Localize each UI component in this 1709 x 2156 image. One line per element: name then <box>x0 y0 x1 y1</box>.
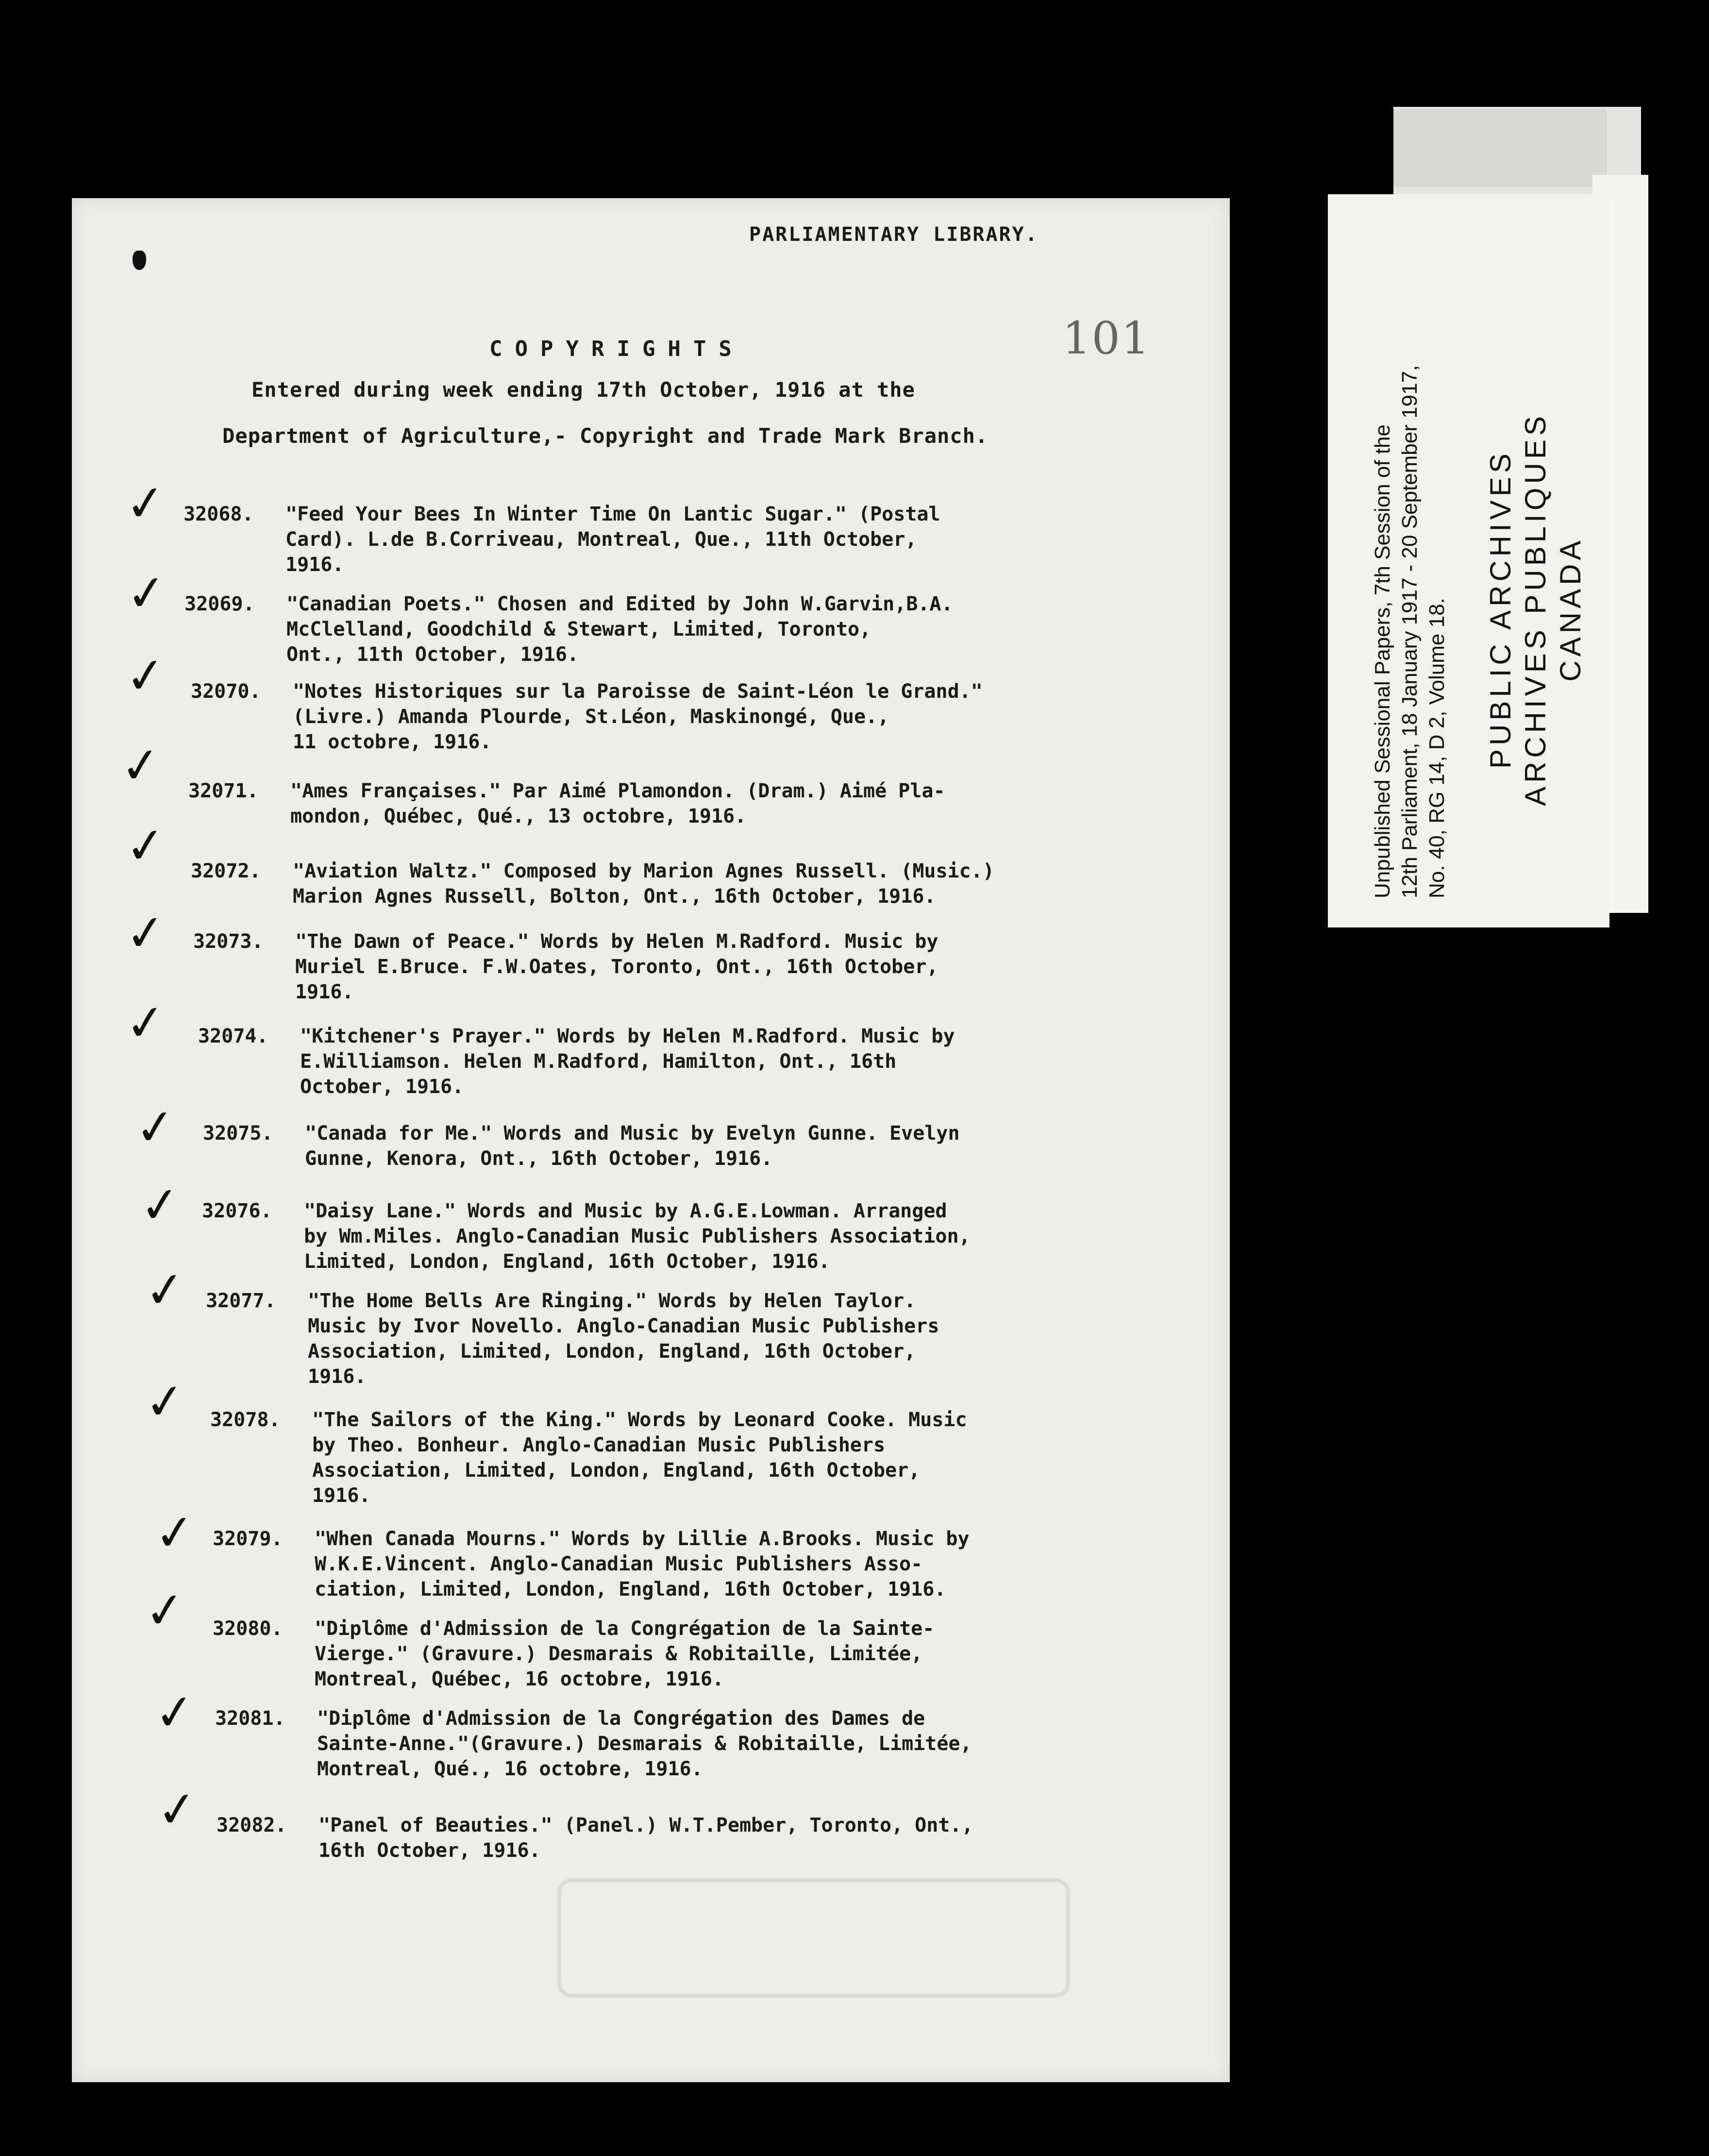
copyright-entry <box>217 1813 973 1863</box>
copyright-entry <box>188 778 945 829</box>
entry-text-line: "Canadian Poets." Chosen and Edited by John W.Garvin,B.A. <box>286 593 953 615</box>
document-page <box>72 198 1230 2082</box>
sessional-line: Unpublished Sessional Papers, 7th Session of the <box>1371 424 1394 898</box>
entry-number: 32082. <box>217 1814 287 1836</box>
checkmark-icon: ✓ <box>151 1502 198 1564</box>
entry-text-line: Sainte-Anne."(Gravure.) Desmarais & Robitaille, Limitée, <box>317 1733 972 1755</box>
entry-number: 32074. <box>198 1025 268 1047</box>
document-title: COPYRIGHTS <box>489 337 744 361</box>
entry-text-line: 1916. <box>295 981 354 1003</box>
entry-text-line: Muriel E.Bruce. F.W.Oates, Toronto, Ont., 16th October, <box>295 956 938 978</box>
checkmark-icon: ✓ <box>154 1779 201 1840</box>
entry-text-line: McClelland, Goodchild & Stewart, Limited, Toronto, <box>286 618 871 640</box>
checkmark-icon: ✓ <box>142 1371 188 1432</box>
entry-text-line: "The Dawn of Peace." Words by Helen M.Radford. Music by <box>295 930 938 953</box>
copyright-entry <box>191 859 994 909</box>
entry-number: 32077. <box>206 1290 276 1312</box>
checkmark-icon: ✓ <box>122 645 169 707</box>
entry-text-line: by Theo. Bonheur. Anglo-Canadian Music Publishers <box>312 1434 886 1456</box>
entry-text-line: Gunne, Kenora, Ont., 16th October, 1916. <box>305 1147 773 1170</box>
copyright-entry <box>191 679 983 755</box>
checkmark-icon: ✓ <box>137 1174 184 1236</box>
entry-text-line: Limited, London, England, 16th October, 1916. <box>304 1250 830 1273</box>
entry-text-line: Marion Agnes Russell, Bolton, Ont., 16th October, 1916. <box>293 885 936 908</box>
entry-number: 32068. <box>184 503 254 525</box>
entry-text-line: W.K.E.Vincent. Anglo-Canadian Music Publishers Asso- <box>315 1553 923 1575</box>
entry-number: 32079. <box>213 1528 283 1550</box>
subtitle-line-1: Entered during week ending 17th October, 1916 at the <box>251 378 915 402</box>
entry-text-line: Montreal, Qué., 16 octobre, 1916. <box>317 1758 703 1780</box>
copyright-entry <box>198 1024 955 1099</box>
entry-text-line: (Livre.) Amanda Plourde, St.Léon, Maskinongé, Que., <box>293 706 889 728</box>
checkmark-icon: ✓ <box>142 1259 188 1321</box>
entry-text-line: by Wm.Miles. Anglo-Canadian Music Publishers Association, <box>304 1225 971 1247</box>
entry-number: 32080. <box>213 1617 283 1640</box>
entry-text-line: "Aviation Waltz." Composed by Marion Agnes Russell. (Music.) <box>293 860 994 882</box>
entry-number: 32076. <box>202 1200 272 1222</box>
checkmark-icon: ✓ <box>123 562 170 624</box>
sessional-papers-label <box>1369 365 1451 898</box>
sessional-line: No. 40, RG 14, D 2, Volume 18. <box>1425 598 1449 898</box>
entry-text-line: "Ames Françaises." Par Aimé Plamondon. (Dram.) Aimé Pla- <box>290 780 945 802</box>
page-number: 101 <box>1062 312 1151 364</box>
entry-number: 32073. <box>193 930 264 953</box>
archive-folder-tab <box>1393 109 1607 187</box>
entry-text-line: 1916. <box>312 1484 371 1507</box>
checkmark-icon: ✓ <box>151 1682 198 1743</box>
copyright-entry <box>184 502 940 577</box>
archives-line: CANADA <box>1554 537 1587 682</box>
entry-text-line: October, 1916. <box>300 1076 464 1098</box>
checkmark-icon: ✓ <box>122 815 169 876</box>
checkmark-icon: ✓ <box>117 735 164 796</box>
entry-text-line: 16th October, 1916. <box>318 1839 541 1862</box>
library-header: PARLIAMENTARY LIBRARY. <box>749 223 1039 246</box>
entry-text-line: Montreal, Québec, 16 octobre, 1916. <box>315 1668 724 1690</box>
copyright-entry <box>184 591 953 667</box>
entry-text-line: E.Williamson. Helen M.Radford, Hamilton, Ont., 16th <box>300 1050 897 1073</box>
entry-text-line: "Notes Historiques sur la Paroisse de Saint-Léon le Grand." <box>293 680 983 703</box>
checkmark-icon: ✓ <box>122 472 169 534</box>
archives-line: ARCHIVES PUBLIQUES <box>1519 412 1552 806</box>
entry-text-line: mondon, Québec, Qué., 13 octobre, 1916. <box>290 805 747 827</box>
entry-text-line: Ont., 11th October, 1916. <box>286 643 579 666</box>
copyright-entry <box>213 1526 970 1602</box>
entry-text-line: "Diplôme d'Admission de la Congrégation des Dames de <box>317 1707 925 1730</box>
entry-text-line: Association, Limited, London, England, 16th October, <box>308 1340 916 1363</box>
entry-text-line: "Canada for Me." Words and Music by Evelyn Gunne. Evelyn <box>305 1122 960 1145</box>
ink-mark <box>133 251 146 270</box>
entry-text-line: "The Sailors of the King." Words by Leonard Cooke. Music <box>312 1409 967 1431</box>
entry-number: 32078. <box>210 1409 281 1431</box>
entry-text-line: Music by Ivor Novello. Anglo-Canadian Music Publishers <box>308 1315 939 1337</box>
entry-number: 32070. <box>191 680 261 703</box>
copyright-entry <box>210 1407 967 1508</box>
copyright-entry <box>202 1198 971 1274</box>
entry-text-line: Association, Limited, London, England, 16th October, <box>312 1459 921 1482</box>
copyright-entry <box>215 1706 972 1782</box>
entry-text-line: Card). L.de B.Corriveau, Montreal, Que., 11th October, <box>285 528 917 551</box>
entry-text-line: "The Home Bells Are Ringing." Words by Helen Taylor. <box>308 1290 916 1312</box>
checkmark-icon: ✓ <box>122 902 169 964</box>
entry-text-line: "Feed Your Bees In Winter Time On Lantic Sugar." (Postal <box>285 503 940 525</box>
entry-number: 32075. <box>203 1122 273 1145</box>
copyright-entry <box>206 1288 939 1389</box>
checkmark-icon: ✓ <box>142 1580 188 1641</box>
entry-text-line: Vierge." (Gravure.) Desmarais & Robitaille, Limitée, <box>315 1643 923 1665</box>
subtitle-line-2: Department of Agriculture,- Copyright and Trade Mark Branch. <box>222 424 989 448</box>
entry-number: 32081. <box>215 1707 285 1730</box>
entry-number: 32069. <box>184 593 255 615</box>
entry-number: 32071. <box>188 780 259 802</box>
checkmark-icon: ✓ <box>132 1096 179 1158</box>
public-archives-stamp <box>1483 412 1588 806</box>
entry-text-line: "Daisy Lane." Words and Music by A.G.E.Lowman. Arranged <box>304 1200 947 1222</box>
entry-number: 32072. <box>191 860 261 882</box>
copyright-entry <box>193 929 938 1005</box>
copyright-entry <box>203 1121 960 1171</box>
archives-line: PUBLIC ARCHIVES <box>1484 450 1517 769</box>
sessional-line: 12th Parliament, 18 January 1917 - 20 September 1917, <box>1398 365 1422 898</box>
entry-text-line: ciation, Limited, London, England, 16th October, 1916. <box>315 1578 946 1600</box>
entry-text-line: "Diplôme d'Admission de la Congrégation de la Sainte- <box>315 1617 935 1640</box>
faded-stamp <box>557 1878 1070 1998</box>
checkmark-icon: ✓ <box>122 992 169 1054</box>
copyright-entry <box>213 1616 934 1692</box>
entry-text-line: "Kitchener's Prayer." Words by Helen M.Radford. Music by <box>300 1025 955 1047</box>
entry-text-line: 11 octobre, 1916. <box>293 731 492 753</box>
entry-text-line: "When Canada Mourns." Words by Lillie A.Brooks. Music by <box>315 1528 970 1550</box>
entry-text-line: 1916. <box>285 554 344 576</box>
entry-text-line: "Panel of Beauties." (Panel.) W.T.Pember, Toronto, Ont., <box>318 1814 973 1836</box>
entry-text-line: 1916. <box>308 1365 367 1388</box>
